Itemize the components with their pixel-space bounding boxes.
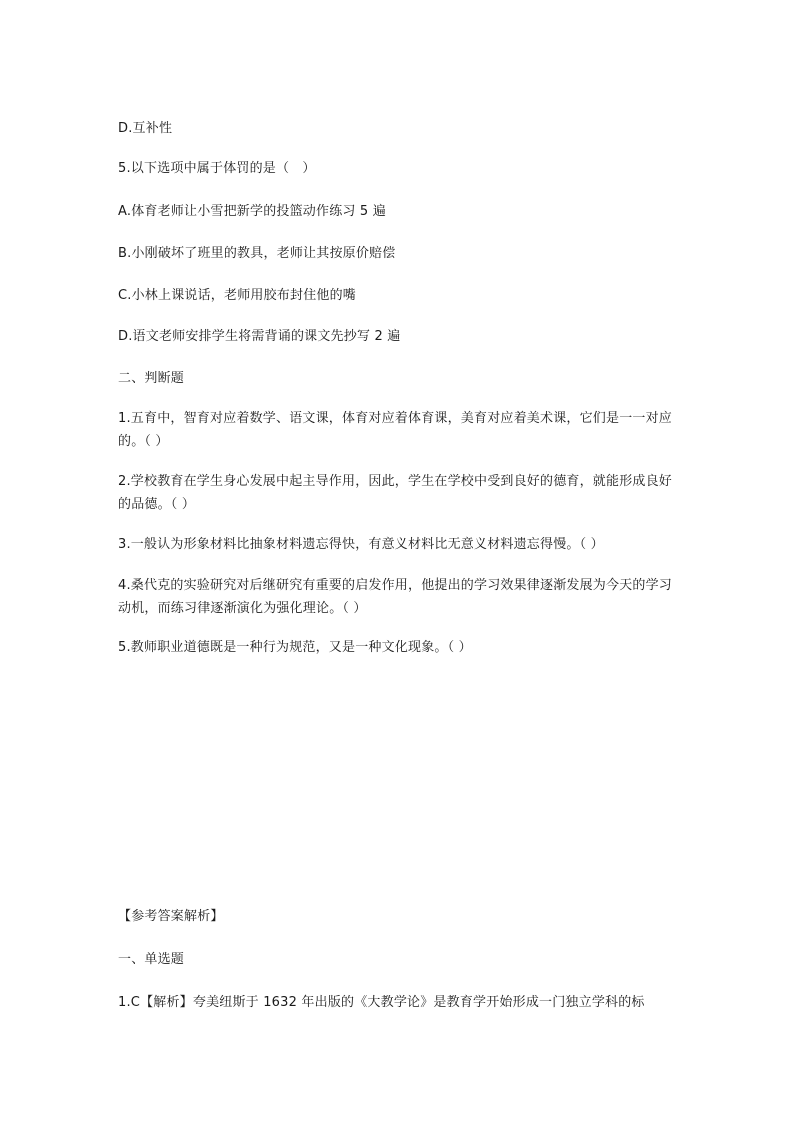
answers-heading: 【参考答案解析】 — [118, 909, 224, 924]
answer-1-explanation: 1.C【解析】夸美纽斯于 1632 年出版的《大教学论》是教育学开始形成一门独立学科的标 — [118, 995, 645, 1010]
answers-section-1-heading: 一、单选题 — [118, 952, 185, 967]
section-2-heading: 二、判断题 — [118, 371, 185, 386]
question-5-option-b: B.小刚破坏了班里的教具，老师让其按原价赔偿 — [118, 246, 396, 261]
judgment-item-2: 2.学校教育在学生身心发展中起主导作用，因此，学生在学校中受到良好的德育，就能形成良好的品德。（ ） — [118, 474, 673, 512]
judgment-item-4: 4.桑代克的实验研究对后继研究有重要的启发作用，他提出的学习效果律逐渐发展为今天的学习动机，而练习律逐渐演化为强化理论。（ ） — [118, 578, 673, 616]
judgment-item-1: 1.五育中，智育对应着数学、语文课，体育对应着体育课，美育对应着美术课，它们是一一对应的。（ ） — [118, 411, 673, 449]
question-5-stem: 5.以下选项中属于体罚的是（ ） — [118, 161, 316, 176]
question-5-option-c: C.小林上课说话，老师用胶布封住他的嘴 — [118, 288, 357, 303]
judgment-item-5: 5.教师职业道德既是一种行为规范，又是一种文化现象。（ ） — [118, 640, 472, 655]
question-5-option-d: D.语文老师安排学生将需背诵的课文先抄写 2 遍 — [118, 329, 401, 344]
question-5-option-a: A.体育老师让小雪把新学的投篮动作练习 5 遍 — [118, 204, 386, 219]
option-d-prev: D.互补性 — [118, 121, 173, 136]
judgment-item-3: 3.一般认为形象材料比抽象材料遗忘得快，有意义材料比无意义材料遗忘得慢。（ ） — [118, 537, 604, 552]
